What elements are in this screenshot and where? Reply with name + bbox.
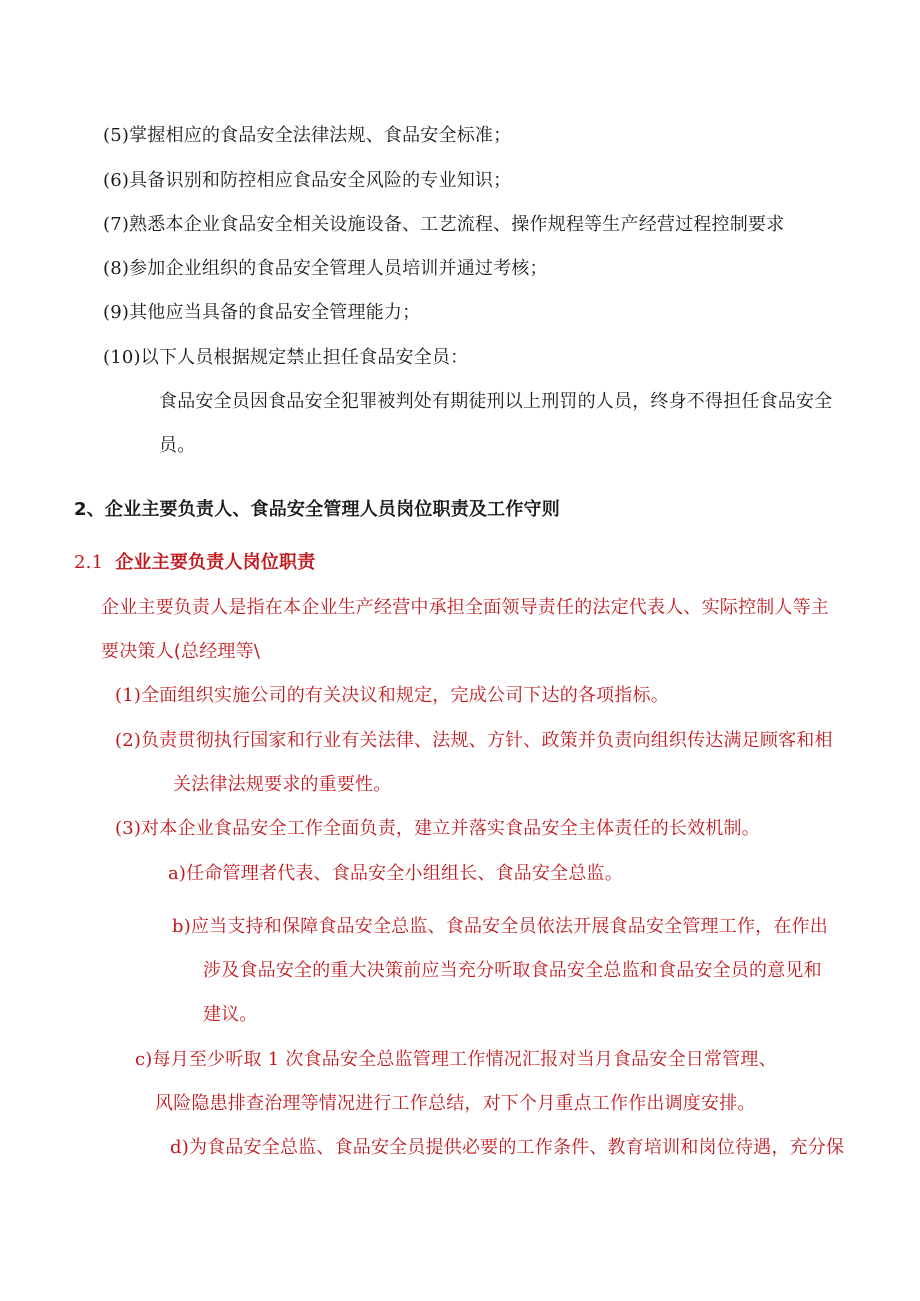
item-text: 参加企业组织的食品安全管理人员培训并通过考核；	[129, 258, 548, 279]
prohibited-note-line-2: 员。	[159, 435, 196, 456]
item-text: 掌握相应的食品安全法律法规、食品安全标准；	[129, 125, 512, 146]
item-number: (2)	[115, 730, 142, 751]
item-number: c)	[135, 1049, 153, 1070]
item-text: 其他应当具备的食品安全管理能力；	[129, 302, 421, 323]
requirement-item-10	[103, 346, 468, 370]
intro-line-1: 企业主要负责人是指在本企业生产经营中承担全面领导责任的法定代表人、实际控制人等主	[101, 597, 829, 618]
requirement-item-8	[103, 257, 548, 281]
item-text: 为食品安全总监、食品安全员提供必要的工作条件、教育培训和岗位待遇，充分保	[188, 1137, 845, 1158]
item-number: d)	[170, 1137, 189, 1158]
item-text-pre: 每月至少听取	[152, 1049, 262, 1070]
item-number: a)	[168, 863, 187, 884]
duty-item-2	[115, 729, 833, 753]
item-text: 全面组织实施公司的有关决议和规定，完成公司下达的各项指标。	[141, 685, 669, 706]
item-text: 具备识别和防控相应食品安全风险的专业知识；	[129, 170, 512, 191]
item-number: (1)	[115, 685, 142, 706]
item-number: (6)	[103, 170, 130, 191]
duty-item-3	[115, 817, 760, 841]
item-number: (7)	[103, 214, 130, 235]
item-number: (8)	[103, 258, 130, 279]
item-text: 任命管理者代表、食品安全小组组长、食品安全总监。	[186, 863, 623, 884]
item-number: (9)	[103, 302, 130, 323]
section-number: 2.1	[74, 552, 104, 573]
subitem-c	[135, 1048, 777, 1072]
subitem-d	[170, 1136, 844, 1160]
item-text-post: 次食品安全总监管理工作情况汇报对当月食品安全日常管理、	[285, 1049, 777, 1070]
prohibited-note-line-1: 食品安全员因食品安全犯罪被判处有期徒刑以上刑罚的人员，终身不得担任食品安全	[159, 391, 833, 412]
requirement-item-5	[103, 124, 511, 148]
duty-item-1	[115, 684, 669, 708]
subitem-c-continuation: 风险隐患排查治理等情况进行工作总结，对下个月重点工作作出调度安排。	[155, 1093, 756, 1114]
item-number: (3)	[115, 818, 142, 839]
item-text: 以下人员根据规定禁止担任食品安全员：	[140, 347, 469, 368]
requirement-item-9	[103, 301, 420, 325]
item-count: 1	[267, 1049, 280, 1070]
requirement-item-6	[103, 169, 511, 193]
item-text: 应当支持和保障食品安全总监、食品安全员依法开展食品安全管理工作，在作出	[190, 916, 828, 937]
item-number: b)	[172, 916, 191, 937]
item-number: (10)	[103, 347, 141, 368]
subitem-b	[172, 915, 828, 939]
item-number: (5)	[103, 125, 130, 146]
intro-line-2: 要决策人(总经理等\	[101, 641, 261, 662]
item-text: 负责贯彻执行国家和行业有关法律、法规、方针、政策并负责向组织传达满足顾客和相	[141, 730, 833, 751]
item-text: 对本企业食品安全工作全面负责，建立并落实食品安全主体责任的长效机制。	[141, 818, 760, 839]
section-2-heading: 2、企业主要负责人、食品安全管理人员岗位职责及工作守则	[74, 499, 560, 520]
subitem-b-continuation-1: 涉及食品安全的重大决策前应当充分听取食品安全总监和食品安全员的意见和	[203, 960, 822, 981]
requirement-item-7	[103, 213, 784, 237]
section-title: 企业主要负责人岗位职责	[115, 552, 316, 573]
item-text: 熟悉本企业食品安全相关设施设备、工艺流程、操作规程等生产经营过程控制要求	[129, 214, 785, 235]
subitem-a	[168, 862, 623, 886]
subitem-b-continuation-2: 建议。	[203, 1004, 258, 1025]
duty-item-2-continuation: 关法律法规要求的重要性。	[173, 774, 392, 795]
section-2-1-heading	[74, 551, 315, 575]
